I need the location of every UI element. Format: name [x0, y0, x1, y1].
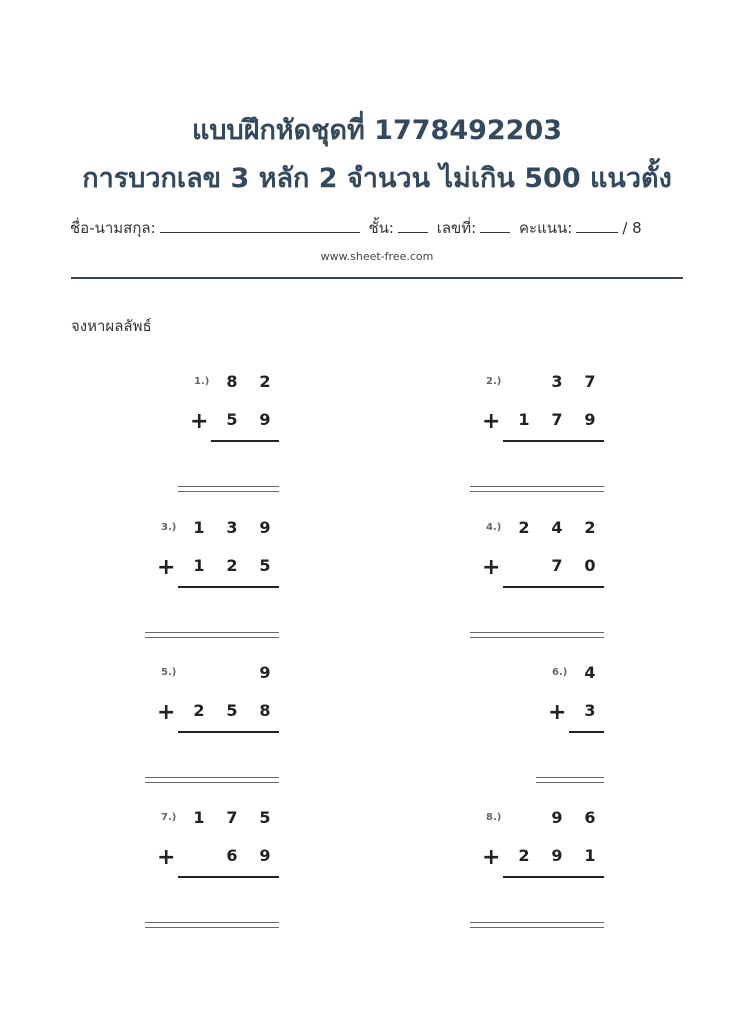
digit: 1 [193, 518, 205, 537]
digit: 7 [584, 372, 596, 391]
digit: 9 [584, 410, 596, 429]
digit: 9 [259, 518, 271, 537]
plus-sign: + [190, 409, 209, 434]
instruction-text: จงหาผลลัพธ์ [71, 317, 152, 335]
digit: 5 [259, 808, 271, 827]
problem-number: 7.) [161, 812, 177, 823]
problem-number: 2.) [486, 376, 502, 387]
class-label: ชั้น: [368, 219, 394, 237]
digit: 2 [226, 556, 238, 575]
problem-8 [470, 808, 610, 938]
problem-number: 5.) [161, 667, 177, 678]
class-field[interactable] [398, 218, 428, 233]
digit: 9 [259, 410, 271, 429]
digit: 9 [551, 846, 563, 865]
sum-line [211, 440, 279, 442]
digit: 3 [226, 518, 238, 537]
problem-number: 6.) [552, 667, 568, 678]
digit: 2 [584, 518, 596, 537]
answer-line[interactable] [470, 632, 604, 638]
name-field[interactable] [160, 218, 360, 233]
name-label: ชื่อ-นามสกุล: [70, 219, 156, 237]
plus-sign: + [157, 700, 176, 725]
score-total: / 8 [622, 219, 642, 237]
problem-3 [145, 518, 285, 648]
score-label: คะแนน: [519, 219, 573, 237]
answer-line[interactable] [536, 777, 604, 783]
problem-6 [470, 663, 610, 793]
website-url: www.sheet-free.com [320, 250, 434, 263]
problem-1 [145, 372, 285, 502]
answer-line[interactable] [178, 486, 279, 492]
plus-sign: + [157, 845, 176, 870]
digit: 4 [551, 518, 563, 537]
plus-sign: + [482, 409, 501, 434]
digit: 7 [551, 410, 563, 429]
plus-sign: + [548, 700, 567, 725]
digit: 7 [226, 808, 238, 827]
answer-line[interactable] [470, 922, 604, 928]
digit: 6 [226, 846, 238, 865]
digit: 4 [584, 663, 596, 682]
digit: 1 [518, 410, 530, 429]
sum-line [503, 876, 604, 878]
problem-number: 8.) [486, 812, 502, 823]
answer-line[interactable] [145, 922, 279, 928]
sum-line [569, 731, 604, 733]
worksheet-subtitle: การบวกเลข 3 หลัก 2 จำนวน ไม่เกิน 500 แนวตั้ง [82, 163, 672, 194]
digit: 8 [259, 701, 271, 720]
digit: 3 [584, 701, 596, 720]
digit: 5 [226, 410, 238, 429]
answer-line[interactable] [470, 486, 604, 492]
problem-number: 3.) [161, 522, 177, 533]
digit: 2 [518, 846, 530, 865]
digit: 2 [518, 518, 530, 537]
digit: 1 [193, 556, 205, 575]
digit: 7 [551, 556, 563, 575]
number-field[interactable] [480, 218, 510, 233]
answer-line[interactable] [145, 632, 279, 638]
problem-4 [470, 518, 610, 648]
digit: 2 [193, 701, 205, 720]
digit: 9 [551, 808, 563, 827]
digit: 8 [226, 372, 238, 391]
sum-line [178, 586, 279, 588]
student-info-row [70, 216, 684, 240]
sum-line [503, 586, 604, 588]
problem-number: 4.) [486, 522, 502, 533]
digit: 5 [259, 556, 271, 575]
problem-number: 1.) [194, 376, 210, 387]
digit: 1 [584, 846, 596, 865]
digit: 3 [551, 372, 563, 391]
digit: 9 [259, 846, 271, 865]
sum-line [178, 876, 279, 878]
header-divider [71, 277, 683, 279]
answer-line[interactable] [145, 777, 279, 783]
digit: 2 [259, 372, 271, 391]
digit: 9 [259, 663, 271, 682]
digit: 6 [584, 808, 596, 827]
problem-5 [145, 663, 285, 793]
plus-sign: + [482, 845, 501, 870]
score-field[interactable] [576, 218, 618, 233]
digit: 1 [193, 808, 205, 827]
plus-sign: + [157, 555, 176, 580]
problem-2 [470, 372, 610, 502]
problem-7 [145, 808, 285, 938]
number-label: เลขที่: [436, 219, 477, 237]
sum-line [503, 440, 604, 442]
plus-sign: + [482, 555, 501, 580]
digit: 0 [584, 556, 596, 575]
worksheet-title: แบบฝึกหัดชุดที่ 1778492203 [191, 115, 563, 146]
digit: 5 [226, 701, 238, 720]
sum-line [178, 731, 279, 733]
